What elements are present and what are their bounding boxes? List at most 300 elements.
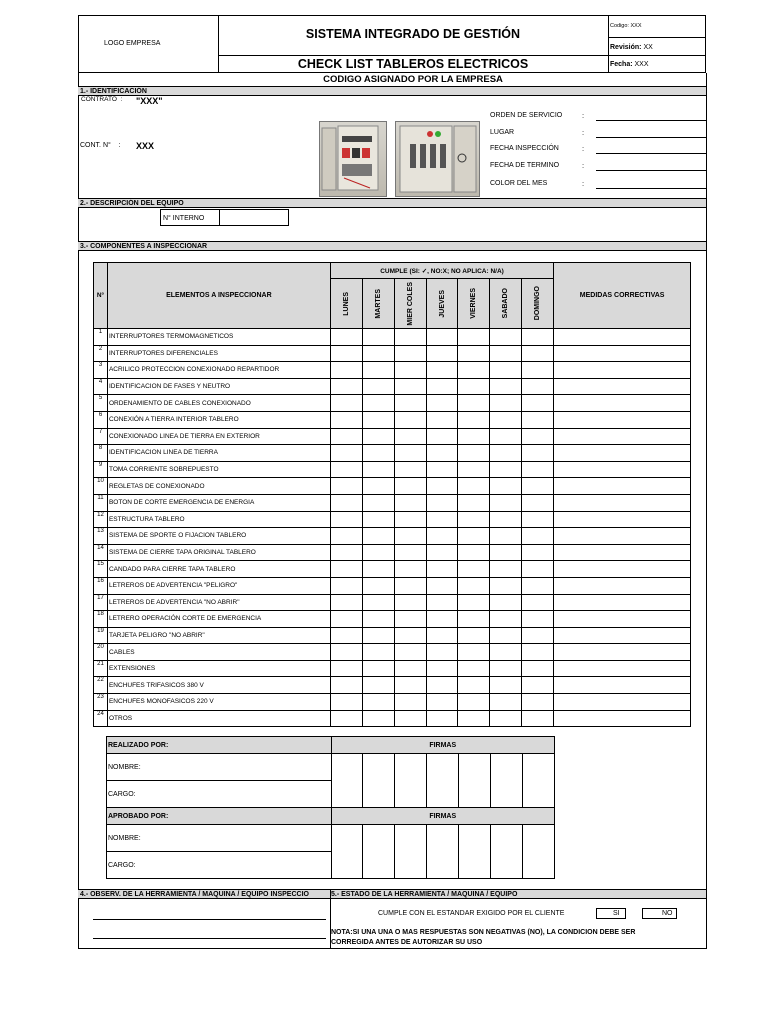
check-cell[interactable] — [394, 710, 426, 727]
item-label: IDENTIFICACION LINEA DE TIERRA — [107, 445, 330, 462]
check-cell[interactable] — [490, 378, 522, 395]
check-cell[interactable] — [394, 378, 426, 395]
check-cell[interactable] — [426, 411, 458, 428]
medidas-cell[interactable] — [554, 494, 691, 511]
firma-cell[interactable] — [523, 825, 555, 879]
signature-role: APROBADO POR: — [107, 808, 332, 825]
firma-cell[interactable] — [331, 754, 363, 808]
check-cell[interactable] — [426, 577, 458, 594]
check-cell[interactable] — [522, 445, 554, 462]
cargo-field[interactable]: CARGO: — [107, 852, 332, 879]
section4-title: 4.- OBSERV. DE LA HERRAMIENTA / MAQUINA / EQUIPO INSPECCIO — [80, 891, 309, 898]
firmas-header: FIRMAS — [331, 737, 554, 754]
medidas-cell[interactable] — [554, 710, 691, 727]
table-row — [94, 577, 691, 594]
table-row — [94, 461, 691, 478]
nombre-field[interactable]: NOMBRE: — [107, 825, 332, 852]
check-cell[interactable] — [490, 627, 522, 644]
field-orden-servicio: ORDEN DE SERVICIO — [490, 112, 563, 119]
medidas-cell[interactable] — [554, 577, 691, 594]
item-number: 16 — [94, 577, 108, 594]
item-number: 24 — [94, 710, 108, 727]
panel-photo-open — [319, 121, 387, 197]
check-cell[interactable] — [394, 445, 426, 462]
check-cell[interactable] — [362, 627, 394, 644]
item-label: LETREROS DE ADVERTENCIA "NO ABRIR" — [107, 594, 330, 611]
check-cell[interactable] — [426, 378, 458, 395]
check-cell[interactable] — [458, 594, 490, 611]
check-cell[interactable] — [490, 594, 522, 611]
item-label: SISTEMA DE CIERRE TAPA ORIGINAL TABLERO — [107, 544, 330, 561]
check-cell[interactable] — [522, 644, 554, 661]
check-cell[interactable] — [330, 445, 362, 462]
check-cell[interactable] — [490, 611, 522, 628]
field-fecha-termino: FECHA DE TERMINO — [490, 162, 560, 169]
check-cell[interactable] — [330, 627, 362, 644]
check-cell[interactable] — [426, 677, 458, 694]
cumple-estandar: CUMPLE CON EL ESTANDAR EXIGIDO POR EL CLIENTE — [378, 910, 565, 917]
medidas-cell[interactable] — [554, 362, 691, 379]
medidas-cell[interactable] — [554, 511, 691, 528]
check-cell[interactable] — [522, 528, 554, 545]
check-cell[interactable] — [522, 478, 554, 495]
check-cell[interactable] — [362, 694, 394, 711]
check-cell[interactable] — [490, 494, 522, 511]
item-number: 1 — [94, 329, 108, 346]
check-cell[interactable] — [522, 544, 554, 561]
check-cell[interactable] — [490, 445, 522, 462]
check-cell[interactable] — [330, 694, 362, 711]
day-label: SABADO — [502, 288, 510, 319]
check-cell[interactable] — [394, 329, 426, 346]
orden-servicio-line[interactable] — [596, 120, 706, 121]
interno-input[interactable] — [219, 209, 289, 226]
check-cell[interactable] — [458, 660, 490, 677]
firma-cell[interactable] — [523, 754, 555, 808]
table-row — [94, 544, 691, 561]
check-cell[interactable] — [394, 577, 426, 594]
medidas-cell[interactable] — [554, 329, 691, 346]
check-cell[interactable] — [330, 677, 362, 694]
check-cell[interactable] — [490, 478, 522, 495]
check-cell[interactable] — [522, 627, 554, 644]
item-label: BOTON DE CORTE EMERGENCIA DE ENERGIA — [107, 494, 330, 511]
check-cell[interactable] — [362, 445, 394, 462]
check-cell[interactable] — [362, 660, 394, 677]
check-cell[interactable] — [522, 329, 554, 346]
fecha-termino-line[interactable] — [596, 170, 706, 171]
check-cell[interactable] — [490, 561, 522, 578]
item-number: 20 — [94, 644, 108, 661]
item-label: CONEXIONADO LINEA DE TIERRA EN EXTERIOR — [107, 428, 330, 445]
medidas-cell[interactable] — [554, 345, 691, 362]
check-cell[interactable] — [330, 577, 362, 594]
item-label: EXTENSIONES — [107, 660, 330, 677]
check-cell[interactable] — [394, 362, 426, 379]
table-row — [94, 694, 691, 711]
firma-cell[interactable] — [331, 825, 363, 879]
medidas-cell[interactable] — [554, 561, 691, 578]
table-row — [94, 644, 691, 661]
check-cell[interactable] — [330, 494, 362, 511]
check-cell[interactable] — [394, 677, 426, 694]
check-cell[interactable] — [426, 461, 458, 478]
nombre-field[interactable]: NOMBRE: — [107, 754, 332, 781]
cont-value: XXX — [136, 141, 155, 151]
signature-table — [106, 736, 555, 879]
medidas-cell[interactable] — [554, 677, 691, 694]
firma-cell[interactable] — [427, 825, 459, 879]
check-cell[interactable] — [426, 627, 458, 644]
check-cell[interactable] — [522, 428, 554, 445]
firma-cell[interactable] — [427, 754, 459, 808]
check-cell[interactable] — [394, 660, 426, 677]
check-cell[interactable] — [458, 345, 490, 362]
check-cell[interactable] — [490, 511, 522, 528]
check-cell[interactable] — [394, 478, 426, 495]
item-number: 12 — [94, 511, 108, 528]
check-cell[interactable] — [362, 611, 394, 628]
check-cell[interactable] — [458, 710, 490, 727]
check-cell[interactable] — [330, 362, 362, 379]
signature-role: REALIZADO POR: — [107, 737, 332, 754]
item-number: 17 — [94, 594, 108, 611]
fecha-inspeccion-line[interactable] — [596, 153, 706, 154]
item-label: CABLES — [107, 644, 330, 661]
table-row — [94, 345, 691, 362]
check-cell[interactable] — [394, 561, 426, 578]
check-cell[interactable] — [522, 461, 554, 478]
table-row — [94, 677, 691, 694]
check-cell[interactable] — [522, 411, 554, 428]
color-mes-line[interactable] — [596, 188, 706, 189]
check-cell[interactable] — [426, 329, 458, 346]
item-number: 18 — [94, 611, 108, 628]
check-cell[interactable] — [522, 694, 554, 711]
check-cell[interactable] — [522, 594, 554, 611]
check-cell[interactable] — [490, 710, 522, 727]
check-cell[interactable] — [330, 411, 362, 428]
medidas-cell[interactable] — [554, 627, 691, 644]
check-cell[interactable] — [330, 329, 362, 346]
check-cell[interactable] — [394, 594, 426, 611]
check-cell[interactable] — [394, 644, 426, 661]
item-number: 8 — [94, 445, 108, 462]
check-cell[interactable] — [426, 511, 458, 528]
lugar-line[interactable] — [596, 137, 706, 138]
check-cell[interactable] — [490, 345, 522, 362]
medidas-cell[interactable] — [554, 378, 691, 395]
check-cell[interactable] — [458, 428, 490, 445]
check-cell[interactable] — [490, 428, 522, 445]
table-row — [94, 494, 691, 511]
check-cell[interactable] — [330, 395, 362, 412]
check-cell[interactable] — [522, 345, 554, 362]
firma-cell[interactable] — [459, 754, 491, 808]
check-cell[interactable] — [458, 611, 490, 628]
table-row — [94, 428, 691, 445]
check-cell[interactable] — [362, 511, 394, 528]
check-cell[interactable] — [426, 395, 458, 412]
check-cell[interactable] — [522, 494, 554, 511]
table-row — [94, 710, 691, 727]
check-cell[interactable] — [362, 478, 394, 495]
item-label: LETRERO OPERACIÓN CORTE DE EMERGENCIA — [107, 611, 330, 628]
item-number: 7 — [94, 428, 108, 445]
check-cell[interactable] — [458, 411, 490, 428]
check-cell[interactable] — [458, 577, 490, 594]
check-cell[interactable] — [490, 544, 522, 561]
check-cell[interactable] — [490, 694, 522, 711]
inspection-table — [93, 262, 691, 727]
check-cell[interactable] — [490, 677, 522, 694]
check-cell[interactable] — [330, 594, 362, 611]
check-cell[interactable] — [362, 378, 394, 395]
check-cell[interactable] — [426, 362, 458, 379]
check-cell[interactable] — [490, 577, 522, 594]
check-cell[interactable] — [362, 411, 394, 428]
check-cell[interactable] — [426, 611, 458, 628]
check-cell[interactable] — [426, 710, 458, 727]
check-cell[interactable] — [458, 694, 490, 711]
check-cell[interactable] — [458, 644, 490, 661]
table-row — [94, 660, 691, 677]
check-cell[interactable] — [394, 528, 426, 545]
check-cell[interactable] — [426, 644, 458, 661]
item-number: 4 — [94, 378, 108, 395]
medidas-cell[interactable] — [554, 428, 691, 445]
fecha: Fecha: XXX — [610, 61, 649, 68]
medidas-cell[interactable] — [554, 478, 691, 495]
nota-line-2: CORREGIDA ANTES DE AUTORIZAR SU USO — [331, 939, 483, 946]
check-cell[interactable] — [362, 677, 394, 694]
check-cell[interactable] — [522, 395, 554, 412]
check-cell[interactable] — [426, 660, 458, 677]
firmas-header: FIRMAS — [331, 808, 554, 825]
firma-cell[interactable] — [459, 825, 491, 879]
medidas-cell[interactable] — [554, 411, 691, 428]
check-cell[interactable] — [330, 428, 362, 445]
check-cell[interactable] — [426, 345, 458, 362]
check-cell[interactable] — [362, 494, 394, 511]
check-cell[interactable] — [362, 561, 394, 578]
check-cell[interactable] — [426, 445, 458, 462]
check-cell[interactable] — [522, 378, 554, 395]
colon: : — [582, 179, 585, 188]
check-cell[interactable] — [330, 478, 362, 495]
table-row — [94, 561, 691, 578]
col-elements: ELEMENTOS A INSPECCIONAR — [107, 263, 330, 329]
check-cell[interactable] — [522, 561, 554, 578]
table-row — [94, 362, 691, 379]
medidas-cell[interactable] — [554, 594, 691, 611]
item-label: ACRILICO PROTECCION CONEXIONADO REPARTIDOR — [107, 362, 330, 379]
field-fecha-inspeccion: FECHA INSPECCIÓN — [490, 145, 559, 152]
document-title: CHECK LIST TABLEROS ELECTRICOS — [297, 57, 529, 71]
check-cell[interactable] — [522, 577, 554, 594]
item-label: REGLETAS DE CONEXIONADO — [107, 478, 330, 495]
check-cell[interactable] — [362, 461, 394, 478]
check-cell[interactable] — [330, 611, 362, 628]
check-cell[interactable] — [394, 694, 426, 711]
section1-title: 1.- IDENTIFICACIÓN — [78, 86, 706, 96]
check-cell[interactable] — [362, 577, 394, 594]
firma-cell[interactable] — [395, 754, 427, 808]
medidas-cell[interactable] — [554, 445, 691, 462]
check-cell[interactable] — [362, 395, 394, 412]
no-checkbox[interactable]: NO — [642, 908, 677, 919]
medidas-cell[interactable] — [554, 611, 691, 628]
item-label: ESTRUCTURA TABLERO — [107, 511, 330, 528]
item-label: SISTEMA DE SPORTE O FIJACION TABLERO — [107, 528, 330, 545]
check-cell[interactable] — [394, 511, 426, 528]
check-cell[interactable] — [330, 644, 362, 661]
check-cell[interactable] — [394, 611, 426, 628]
check-cell[interactable] — [330, 544, 362, 561]
company-logo: LOGO EMPRESA — [104, 40, 161, 47]
observ-line-1[interactable] — [93, 919, 326, 920]
contrato-label: CONTRATO : — [81, 96, 123, 103]
check-cell[interactable] — [458, 494, 490, 511]
check-cell[interactable] — [490, 461, 522, 478]
check-cell[interactable] — [426, 694, 458, 711]
check-cell[interactable] — [330, 378, 362, 395]
item-number: 21 — [94, 660, 108, 677]
check-cell[interactable] — [330, 561, 362, 578]
check-cell[interactable] — [426, 594, 458, 611]
item-label: INTERRUPTORES TERMOMAGNETICOS — [107, 329, 330, 346]
item-number: 22 — [94, 677, 108, 694]
day-header — [458, 279, 490, 329]
check-cell[interactable] — [362, 644, 394, 661]
medidas-cell[interactable] — [554, 660, 691, 677]
firma-cell[interactable] — [491, 825, 523, 879]
table-row — [94, 478, 691, 495]
check-cell[interactable] — [522, 511, 554, 528]
check-cell[interactable] — [458, 528, 490, 545]
item-number: 14 — [94, 544, 108, 561]
check-cell[interactable] — [458, 395, 490, 412]
check-cell[interactable] — [426, 428, 458, 445]
check-cell[interactable] — [362, 329, 394, 346]
check-cell[interactable] — [490, 660, 522, 677]
check-cell[interactable] — [458, 544, 490, 561]
firma-cell[interactable] — [363, 754, 395, 808]
section5-title: 5.- ESTADO DE LA HERRAMIENTA / MAQUINA / EQUIPO — [331, 891, 518, 898]
medidas-cell[interactable] — [554, 395, 691, 412]
check-cell[interactable] — [362, 544, 394, 561]
day-header — [330, 279, 362, 329]
check-cell[interactable] — [490, 528, 522, 545]
medidas-cell[interactable] — [554, 544, 691, 561]
check-cell[interactable] — [362, 594, 394, 611]
check-cell[interactable] — [394, 627, 426, 644]
check-cell[interactable] — [458, 362, 490, 379]
check-cell[interactable] — [522, 362, 554, 379]
check-cell[interactable] — [522, 611, 554, 628]
check-cell[interactable] — [394, 544, 426, 561]
check-cell[interactable] — [426, 561, 458, 578]
medidas-cell[interactable] — [554, 528, 691, 545]
check-cell[interactable] — [458, 627, 490, 644]
firma-cell[interactable] — [395, 825, 427, 879]
medidas-cell[interactable] — [554, 694, 691, 711]
check-cell[interactable] — [522, 677, 554, 694]
item-number: 13 — [94, 528, 108, 545]
check-cell[interactable] — [458, 677, 490, 694]
check-cell[interactable] — [330, 710, 362, 727]
check-cell[interactable] — [362, 710, 394, 727]
table-row — [94, 411, 691, 428]
table-row — [94, 528, 691, 545]
check-cell[interactable] — [330, 461, 362, 478]
check-cell[interactable] — [394, 411, 426, 428]
medidas-cell[interactable] — [554, 461, 691, 478]
colon: : — [582, 128, 585, 137]
check-cell[interactable] — [330, 511, 362, 528]
check-cell[interactable] — [522, 660, 554, 677]
check-cell[interactable] — [362, 528, 394, 545]
cargo-field[interactable]: CARGO: — [107, 781, 332, 808]
colon: : — [582, 111, 585, 120]
check-cell[interactable] — [362, 428, 394, 445]
check-cell[interactable] — [426, 544, 458, 561]
check-cell[interactable] — [458, 478, 490, 495]
check-cell[interactable] — [522, 710, 554, 727]
table-row — [94, 378, 691, 395]
check-cell[interactable] — [330, 660, 362, 677]
check-cell[interactable] — [458, 445, 490, 462]
firma-cell[interactable] — [491, 754, 523, 808]
check-cell[interactable] — [458, 511, 490, 528]
medidas-cell[interactable] — [554, 644, 691, 661]
firma-cell[interactable] — [363, 825, 395, 879]
check-cell[interactable] — [490, 329, 522, 346]
check-cell[interactable] — [330, 528, 362, 545]
check-cell[interactable] — [394, 395, 426, 412]
check-cell[interactable] — [426, 528, 458, 545]
check-cell[interactable] — [394, 428, 426, 445]
check-cell[interactable] — [426, 494, 458, 511]
check-cell[interactable] — [394, 345, 426, 362]
interno-label-box: N° INTERNO — [160, 209, 220, 226]
check-cell[interactable] — [490, 395, 522, 412]
observ-line-2[interactable] — [93, 938, 326, 939]
item-number: 19 — [94, 627, 108, 644]
si-checkbox[interactable]: SI — [596, 908, 626, 919]
check-cell[interactable] — [490, 411, 522, 428]
check-cell[interactable] — [490, 362, 522, 379]
revision: Revisión: XX — [610, 44, 653, 51]
day-label: JUEVES — [438, 289, 446, 318]
check-cell[interactable] — [458, 378, 490, 395]
colon: : — [582, 161, 585, 170]
check-cell[interactable] — [458, 561, 490, 578]
check-cell[interactable] — [394, 494, 426, 511]
day-header — [394, 279, 426, 329]
table-row — [94, 511, 691, 528]
check-cell[interactable] — [362, 362, 394, 379]
day-header — [426, 279, 458, 329]
check-cell[interactable] — [362, 345, 394, 362]
check-cell[interactable] — [490, 644, 522, 661]
check-cell[interactable] — [426, 478, 458, 495]
check-cell[interactable] — [330, 345, 362, 362]
check-cell[interactable] — [458, 461, 490, 478]
check-cell[interactable] — [458, 329, 490, 346]
section3-title: 3.- COMPONENTES A INSPECCIONAR — [78, 241, 706, 251]
check-cell[interactable] — [394, 461, 426, 478]
